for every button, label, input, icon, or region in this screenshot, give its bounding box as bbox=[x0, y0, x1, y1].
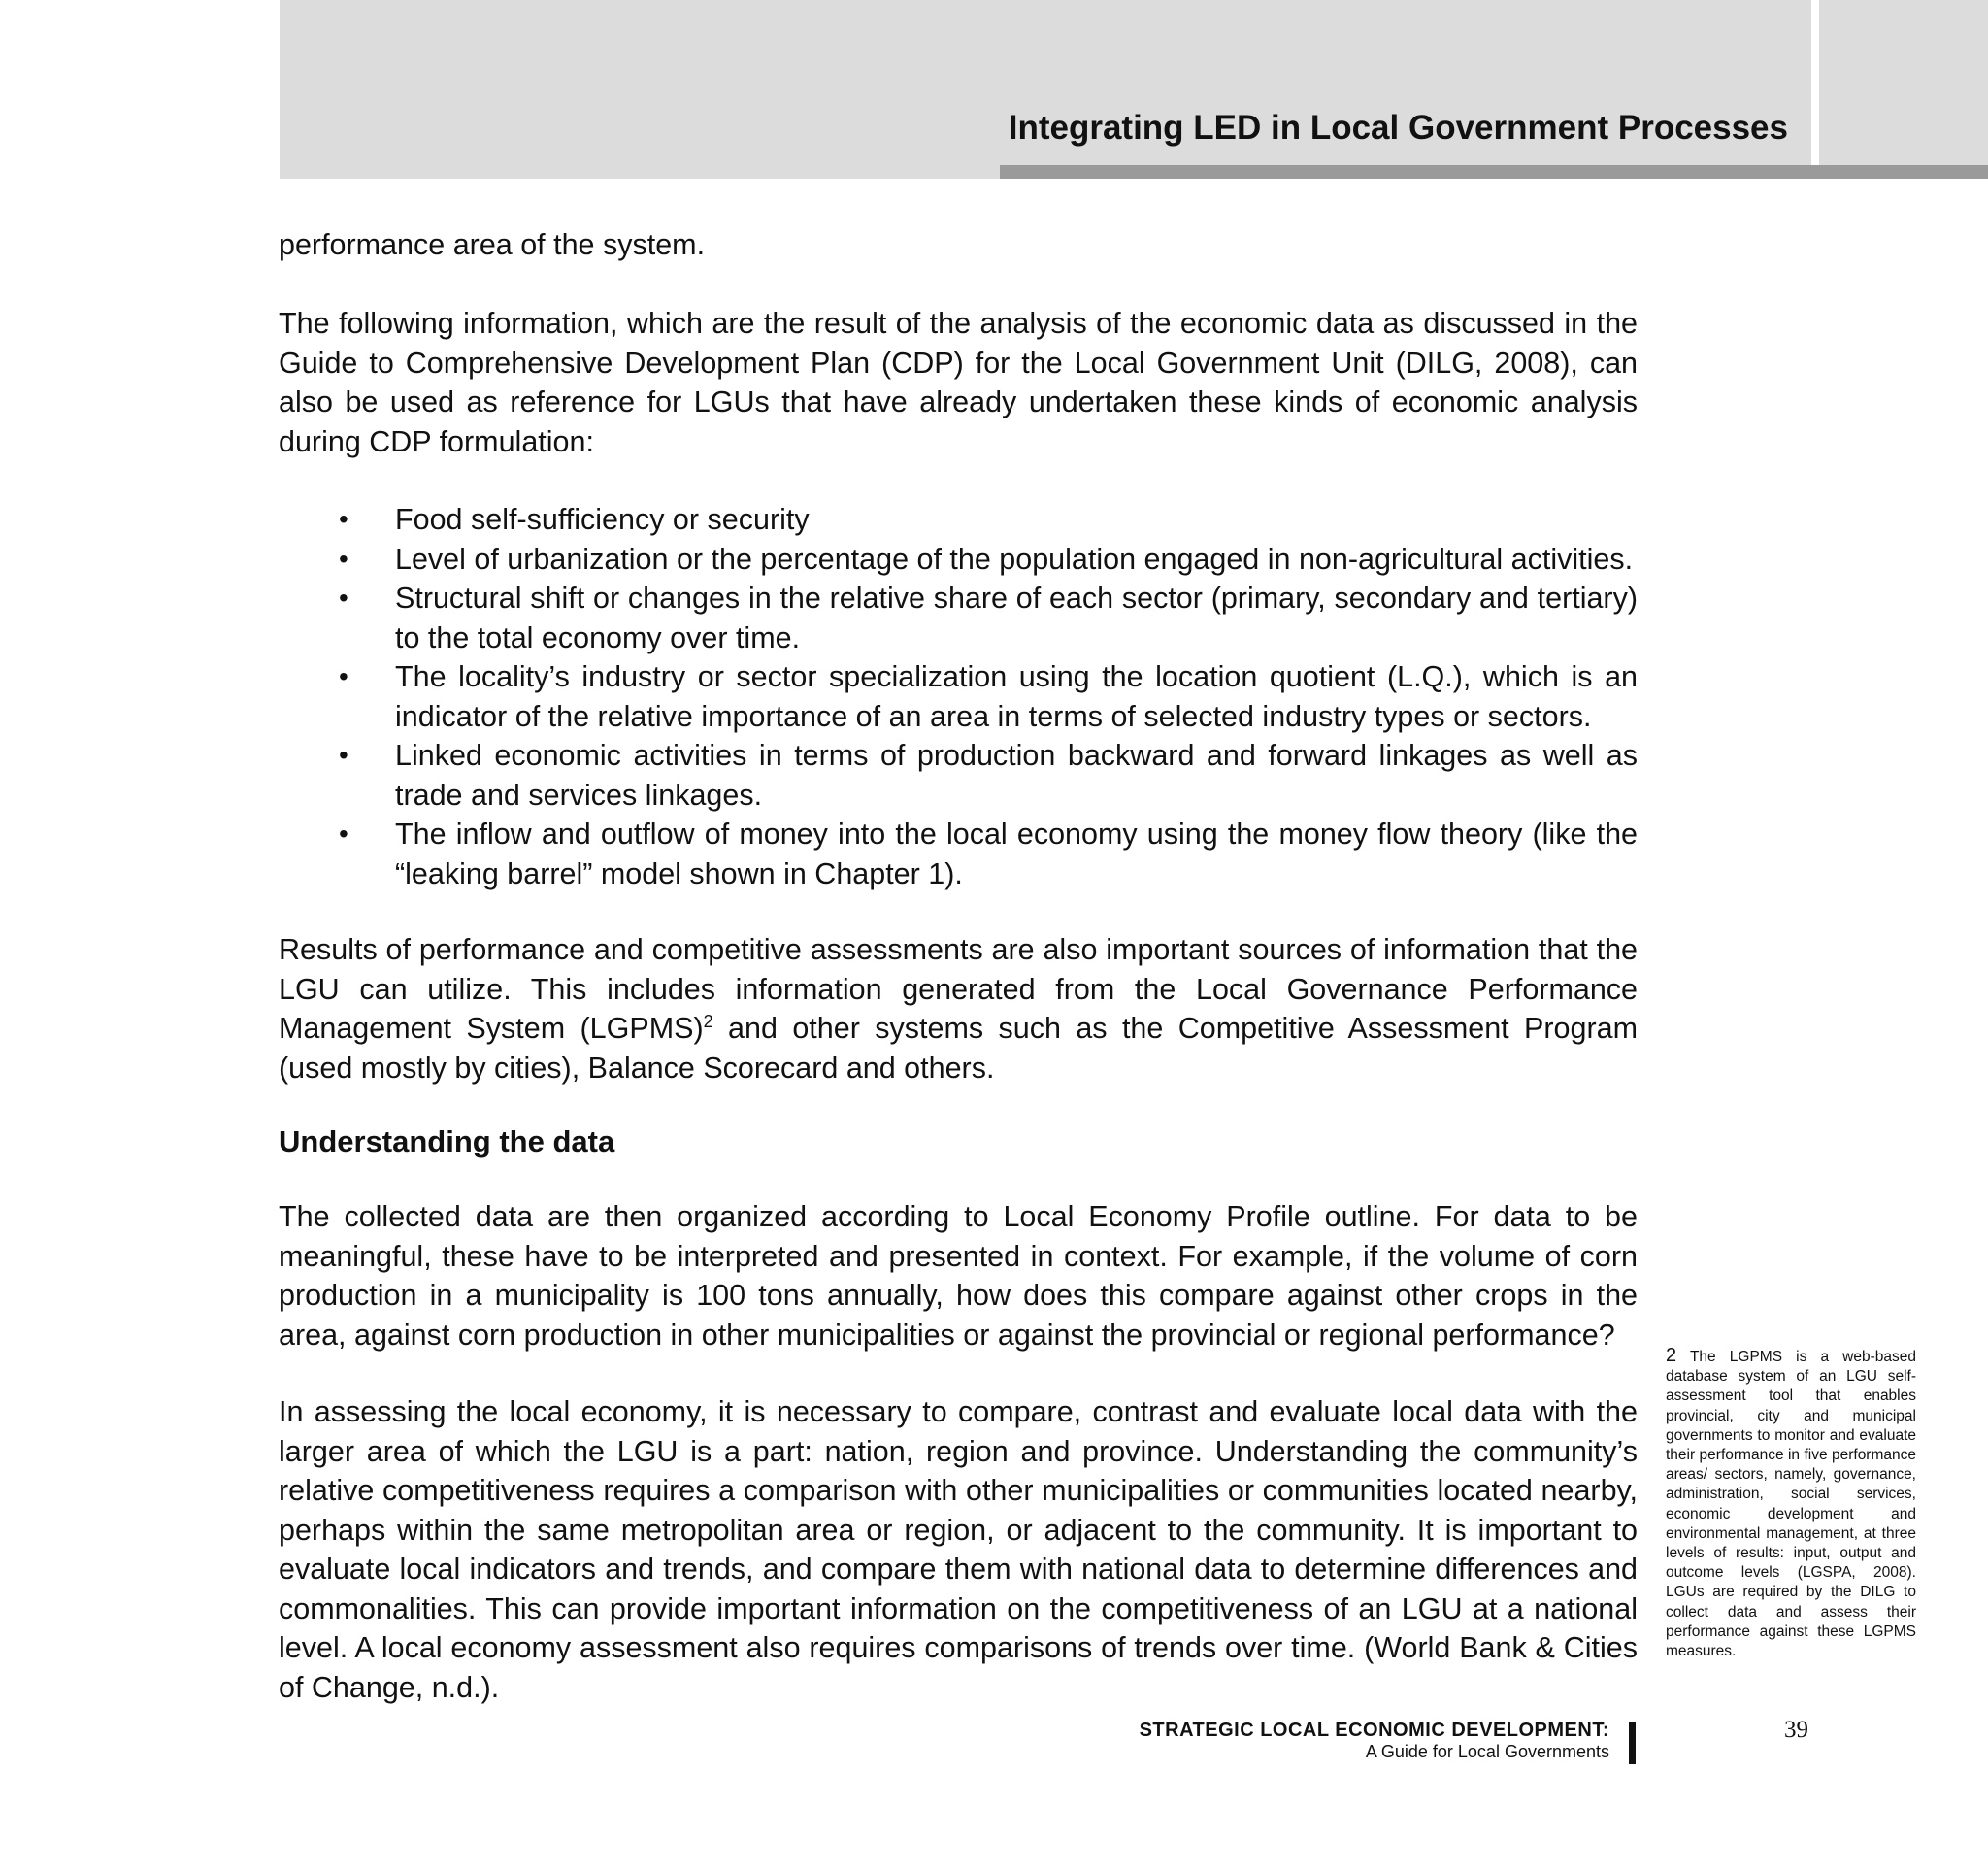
section-heading-block bbox=[279, 1122, 1638, 1162]
header-rule bbox=[1000, 165, 1988, 179]
footer-bar bbox=[1629, 1722, 1636, 1764]
bullet-icon: • bbox=[339, 543, 348, 574]
paragraph-assessing-economy bbox=[279, 1392, 1638, 1707]
footer-subtitle: A Guide for Local Governments bbox=[1365, 1742, 1609, 1761]
footer-title: STRATEGIC LOCAL ECONOMIC DEVELOPMENT: bbox=[1139, 1720, 1609, 1741]
bullet-icon: • bbox=[339, 583, 348, 613]
footnote-marker: 2 bbox=[703, 1011, 713, 1031]
paragraph: The following information, which are the result of the analysis of the economic data as discussed in the Guide to Comprehensive Development Plan (CDP) for the Local Government Unit (DILG, 2008), can also be used as reference for LGUs that have already undertaken these kinds of economic analysis during CDP formulation: bbox=[279, 307, 1638, 458]
paragraph: performance area of the system. bbox=[279, 228, 706, 261]
header-band bbox=[280, 0, 1988, 179]
paragraph-cdp-reference bbox=[279, 304, 1638, 461]
paragraph-assessments bbox=[279, 930, 1638, 1087]
paragraph: Results of performance and competitive assessments are also important sources of information that the LGU can utilize. This includes information generated from the Local Governance Performance Management System (LGPMS)$^2$ and other systems such as the Competitive Assessment Program (used mostly by cities), Balance Scorecard and others. bbox=[279, 933, 1638, 1085]
bullet-icon: • bbox=[339, 661, 348, 691]
list-item: • Structural shift or changes in the relative share of each sector (primary, secondary and tertiary) to the total economy over time. bbox=[279, 579, 1638, 657]
section-heading: Understanding the data bbox=[279, 1124, 615, 1158]
list-item: • The locality’s industry or sector specialization using the location quotient (L.Q.), which is an indicator of the relative importance of an area in terms of selected industry types or sectors. bbox=[279, 657, 1638, 736]
page-number: 39 bbox=[1784, 1717, 1808, 1743]
paragraph: In assessing the local economy, it is necessary to compare, contrast and evaluate local data with the larger area of which the LGU is a part: nation, region and province. Understanding the community’s relative competitiveness requires a comparison with other municipalities or communities located nearby, perhaps within the same metropolitan area or region, or adjacent to the community. It is important to evaluate local indicators and trends, and compare them with national data to determine differences and commonalities. This can provide important information on the competitiveness of an LGU at a national level. A local economy assessment also requires comparisons of trends over time. (World Bank & Cities of Change, n.d.). bbox=[279, 1395, 1638, 1704]
footnote-number: 2 bbox=[1666, 1345, 1677, 1366]
footnote-text: The LGPMS is a web-based database system of an LGU self-assessment tool that enables provincial, city and municipal governments to monitor and evaluate their performance in five performance areas/ sectors, namely, governance, administration, social services, economic development and environmental management, at three levels of results: input, output and outcome levels (LGSPA, 2008). LGUs are required by the DILG to collect data and assess their performance against these LGPMS measures. bbox=[1666, 1349, 1916, 1660]
paragraph: The collected data are then organized according to Local Economy Profile outline. For data to be meaningful, these have to be interpreted and presented in context. For example, if the volume of corn production in a municipality is 100 tons annually, how does this compare against other crops in the area, against corn production in other municipalities or against the provincial or regional performance? bbox=[279, 1200, 1638, 1352]
bullet-icon: • bbox=[339, 819, 348, 849]
list-item: • Linked economic activities in terms of production backward and forward linkages as well as trade and services linkages. bbox=[279, 736, 1638, 815]
footer-book-title bbox=[1140, 1719, 1609, 1761]
list-item: • The inflow and outflow of money into the local economy using the money flow theory (like the “leaking barrel” model shown in Chapter 1). bbox=[279, 815, 1638, 893]
list-item: • Level of urbanization or the percentage of the population engaged in non-agricultural activities. bbox=[279, 540, 1638, 580]
header-separator bbox=[1811, 0, 1819, 165]
paragraph-continuation bbox=[279, 225, 1638, 265]
bullet-list bbox=[279, 500, 1638, 893]
sidebar-footnote bbox=[1666, 1346, 1916, 1661]
running-header-title: Integrating LED in Local Government Processes bbox=[1008, 109, 1788, 147]
paragraph-understanding-data bbox=[279, 1197, 1638, 1354]
bullet-icon: • bbox=[339, 740, 348, 770]
list-item: • Food self-sufficiency or security bbox=[279, 500, 1638, 540]
bullet-icon: • bbox=[339, 504, 348, 534]
